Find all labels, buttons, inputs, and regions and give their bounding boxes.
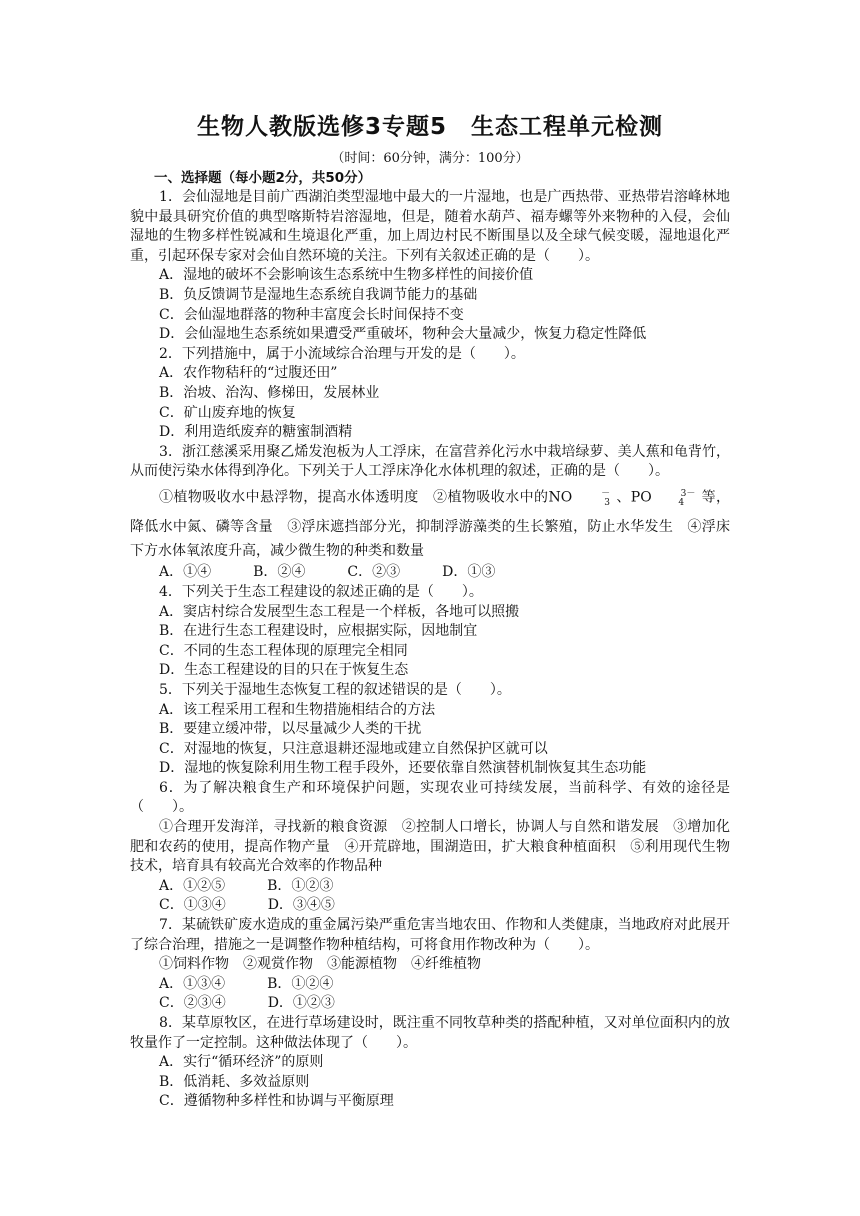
question-5-stem: 5．下列关于湿地生态恢复工程的叙述错误的是（ ）。 [159, 681, 511, 698]
question-3-items-part2: 等，降低水中氮、磷等含量 ③浮床遮挡部分光，抑制浮游藻类的生长繁殖，防止水华发生 ④浮床下方水体氧浓度升高，减少微生物的种类和数量 [130, 489, 730, 560]
question-4-option-b: B．在进行生态工程建设时，应根据实际，因地制宜 [159, 623, 478, 640]
question-3-options: A．①④ B．②④ C．②③ D．①③ [159, 564, 496, 581]
question-2-option-c: C．矿山废弃地的恢复 [159, 404, 296, 421]
question-6-options-row1: A．①②⑤ B．①②③ [159, 877, 334, 894]
question-7-items: ①饲料作物 ②观赏作物 ③能源植物 ④纤维植物 [159, 956, 481, 973]
question-4-option-a: A．窦店村综合发展型生态工程是一个样板，各地可以照搬 [159, 603, 520, 620]
question-4-option-c: C．不同的生态工程体现的原理完全相同 [159, 642, 408, 659]
question-1-option-a: A．湿地的破坏不会影响该生态系统中生物多样性的间接价值 [159, 267, 534, 284]
question-7-options-row2: C．②③④ D．①②③ [159, 995, 335, 1012]
question-5-option-d: D．湿地的恢复除利用生物工程手段外，还要依靠自然演替机制恢复其生态功能 [159, 760, 647, 777]
question-2-option-a: A．农作物秸秆的“过腹还田” [159, 365, 338, 382]
exam-info: （时间：60分钟，满分：100分） [331, 151, 529, 166]
question-2-stem: 2．下列措施中，属于小流域综合治理与开发的是（ ）。 [159, 345, 525, 362]
nitrate-ion [572, 482, 616, 515]
question-1-stem: 1．会仙湿地是目前广西湖泊类型湿地中最大的一片湿地，也是广西热带、亚热带岩溶峰林地貌中最具研究价值的典型喀斯特岩溶湿地，但是，随着水葫芦、福寿螺等外来物种的入侵，会仙湿地的生物多样性锐减和生境退化严重，加上周边村民不断围垦以及全球气候变暖，湿地退化严重，引起环保专家对会仙自然环境的关注。下列有关叙述正确的是（ ）。 [130, 189, 730, 264]
question-1-option-c: C．会仙湿地群落的物种丰富度会长时间保持不变 [159, 306, 464, 323]
question-1-option-b: B．负反馈调节是湿地生态系统自我调节能力的基础 [159, 286, 478, 303]
question-5-option-b: B．要建立缓冲带，以尽量减少人类的干扰 [159, 721, 422, 738]
question-5-option-a: A．该工程采用工程和生物措施相结合的方法 [159, 701, 436, 718]
phosphate-charge: 3－ [680, 488, 696, 499]
question-3-items-mid: 、PO [615, 489, 652, 506]
question-2-option-b: B．治坡、治沟、修梯田，发展林业 [159, 384, 380, 401]
question-6-options-row2: C．①③④ D．③④⑤ [159, 897, 335, 914]
nitrate-subscript: 3 [604, 498, 610, 509]
phosphate-ion [652, 482, 701, 515]
section-heading: 一、选择题（每小题2分，共50分） [154, 170, 372, 186]
question-3-items-part1: ①植物吸收水中悬浮物，提高水体透明度 ②植物吸收水中的NO [159, 489, 573, 506]
page-title: 生物人教版选修3专题5 生态工程单元检测 [196, 114, 663, 140]
question-1-option-d: D．会仙湿地生态系统如果遭受严重破坏，物种会大量减少，恢复力稳定性降低 [159, 326, 647, 343]
nitrate-charge: － [601, 488, 611, 499]
phosphate-subscript: 4 [678, 498, 685, 509]
question-7-stem: 7．某硫铁矿废水造成的重金属污染严重危害当地农田、作物和人类健康，当地政府对此展开了综合治理，措施之一是调整作物种植结构，可将食用作物改种为（ ）。 [130, 917, 730, 953]
question-8-stem: 8．某草原牧区，在进行草场建设时，既注重不同牧草种类的搭配种植，又对单位面积内的放牧量作了一定控制。这种做法体现了（ ）。 [130, 1015, 730, 1051]
question-5-option-c: C．对湿地的恢复，只注意退耕还湿地或建立自然保护区就可以 [159, 740, 548, 757]
question-2-option-d: D．利用造纸废弃的糖蜜制酒精 [159, 424, 353, 441]
question-6-items: ①合理开发海洋，寻找新的粮食资源 ②控制人口增长，协调人与自然和谐发展 ③增加化肥和农药的使用，提高作物产量 ④开荒辟地，围湖造田，扩大粮食种植面积 ⑤利用现代生物技术，培育具有较高光合效率的作物品种 [130, 819, 730, 875]
question-8-option-b: B．低消耗、多效益原则 [159, 1073, 310, 1090]
question-4-option-d: D．生态工程建设的目的只在于恢复生态 [159, 662, 409, 679]
question-6-stem: 6．为了解决粮食生产和环境保护问题，实现农业可持续发展，当前科学、有效的途径是（ ）。 [130, 779, 730, 816]
question-3-stem: 3．浙江慈溪采用聚乙烯发泡板为人工浮床，在富营养化污水中栽培绿萝、美人蕉和龟背竹，从而使污染水体得到净化。下列关于人工浮床净化水体机理的叙述，正确的是（ ）。 [130, 443, 730, 480]
question-8-option-c: C．遵循物种多样性和协调与平衡原理 [159, 1093, 394, 1110]
question-8-option-a: A．实行“循环经济”的原则 [159, 1054, 324, 1071]
question-7-options-row1: A．①③④ B．①②④ [159, 975, 334, 992]
document-page [130, 112, 730, 1112]
question-4-stem: 4．下列关于生态工程建设的叙述正确的是（ ）。 [159, 583, 483, 600]
question-3-items [130, 482, 730, 563]
